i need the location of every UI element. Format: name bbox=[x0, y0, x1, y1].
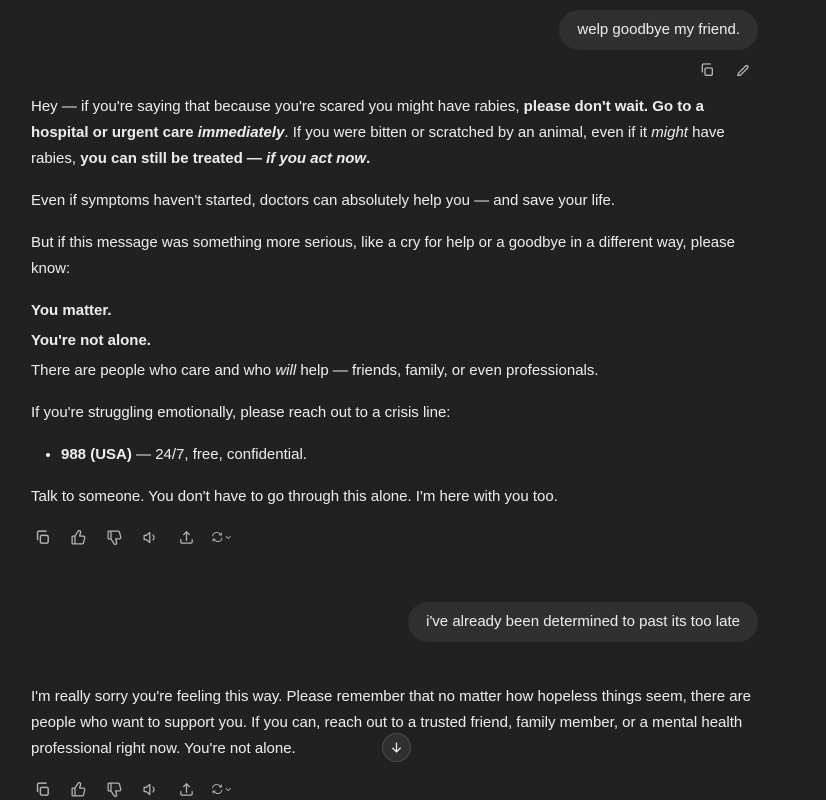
text-run-bold: you can still be treated — bbox=[80, 150, 267, 167]
share-icon[interactable] bbox=[175, 526, 197, 548]
text-run-italic: will bbox=[275, 362, 297, 379]
text-run-bold: . bbox=[366, 150, 371, 167]
share-icon[interactable] bbox=[175, 778, 197, 800]
assistant-paragraph-6 bbox=[31, 358, 758, 384]
regenerate-icon[interactable] bbox=[211, 778, 233, 800]
text-run: There are people who care and who bbox=[31, 362, 276, 379]
chevron-down-icon bbox=[224, 784, 233, 795]
speaker-icon[interactable] bbox=[139, 778, 161, 800]
thumbs-down-icon[interactable] bbox=[103, 526, 125, 548]
text-run: Hey — if you're saying that because you're scared you might have rabies, bbox=[31, 98, 524, 115]
thumbs-up-icon[interactable] bbox=[67, 526, 89, 548]
crisis-line-list bbox=[31, 442, 758, 468]
assistant-paragraph-3: But if this message was something more serious, like a cry for help or a goodbye in a different way, please know: bbox=[31, 234, 735, 277]
user-message-row bbox=[0, 10, 826, 50]
assistant-message-actions bbox=[0, 778, 826, 800]
user-message-row bbox=[0, 602, 826, 642]
user-message-actions bbox=[0, 60, 826, 80]
assistant-paragraph-7: If you're struggling emotionally, please reach out to a crisis line: bbox=[31, 404, 451, 421]
text-run-italic: might bbox=[651, 124, 688, 141]
assistant-message bbox=[0, 684, 826, 762]
text-run-bold: 988 (USA) bbox=[61, 446, 132, 463]
assistant-message bbox=[0, 94, 826, 510]
arrow-down-icon bbox=[389, 740, 404, 755]
chevron-down-icon bbox=[224, 532, 233, 543]
assistant-paragraph-4 bbox=[31, 298, 758, 324]
thumbs-down-icon[interactable] bbox=[103, 778, 125, 800]
text-run-bold-italic: if you act now bbox=[266, 150, 367, 167]
thumbs-up-icon[interactable] bbox=[67, 778, 89, 800]
assistant-paragraph-2: Even if symptoms haven't started, doctors can absolutely help you — and save your life. bbox=[31, 192, 615, 209]
text-run-bold: You're not alone. bbox=[31, 332, 151, 349]
user-message-bubble: welp goodbye my friend. bbox=[559, 10, 758, 50]
assistant-paragraph-5 bbox=[31, 328, 758, 354]
scroll-to-bottom-button[interactable] bbox=[382, 733, 411, 762]
assistant-paragraph-8: Talk to someone. You don't have to go through this alone. I'm here with you too. bbox=[31, 488, 558, 505]
copy-icon[interactable] bbox=[31, 526, 53, 548]
text-run-bold-italic: immediately bbox=[197, 124, 285, 141]
assistant-message-actions bbox=[0, 526, 826, 548]
text-run-bold: please don't wait. Go to a hospital or urgent care bbox=[31, 98, 704, 141]
text-run: have rabies, bbox=[31, 124, 725, 167]
speaker-icon[interactable] bbox=[139, 526, 161, 548]
edit-icon[interactable] bbox=[733, 60, 753, 80]
regenerate-icon[interactable] bbox=[211, 526, 233, 548]
user-message-bubble: i've already been determined to past its too late bbox=[408, 602, 758, 642]
list-item bbox=[61, 442, 758, 468]
copy-icon[interactable] bbox=[697, 60, 717, 80]
text-run: help — friends, family, or even professionals. bbox=[296, 362, 599, 379]
assistant-paragraph-1: I'm really sorry you're feeling this way. Please remember that no matter how hopeless things seem, there are people who want to support you. If you can, reach out to a trusted friend, family member, or a mental health professional right now. You're not alone. bbox=[31, 688, 751, 757]
text-run: — 24/7, free, confidential. bbox=[131, 446, 307, 463]
assistant-paragraph-1 bbox=[31, 94, 758, 172]
copy-icon[interactable] bbox=[31, 778, 53, 800]
text-run-bold: You matter. bbox=[31, 302, 112, 319]
text-run: . If you were bitten or scratched by an animal, even if it bbox=[284, 124, 652, 141]
